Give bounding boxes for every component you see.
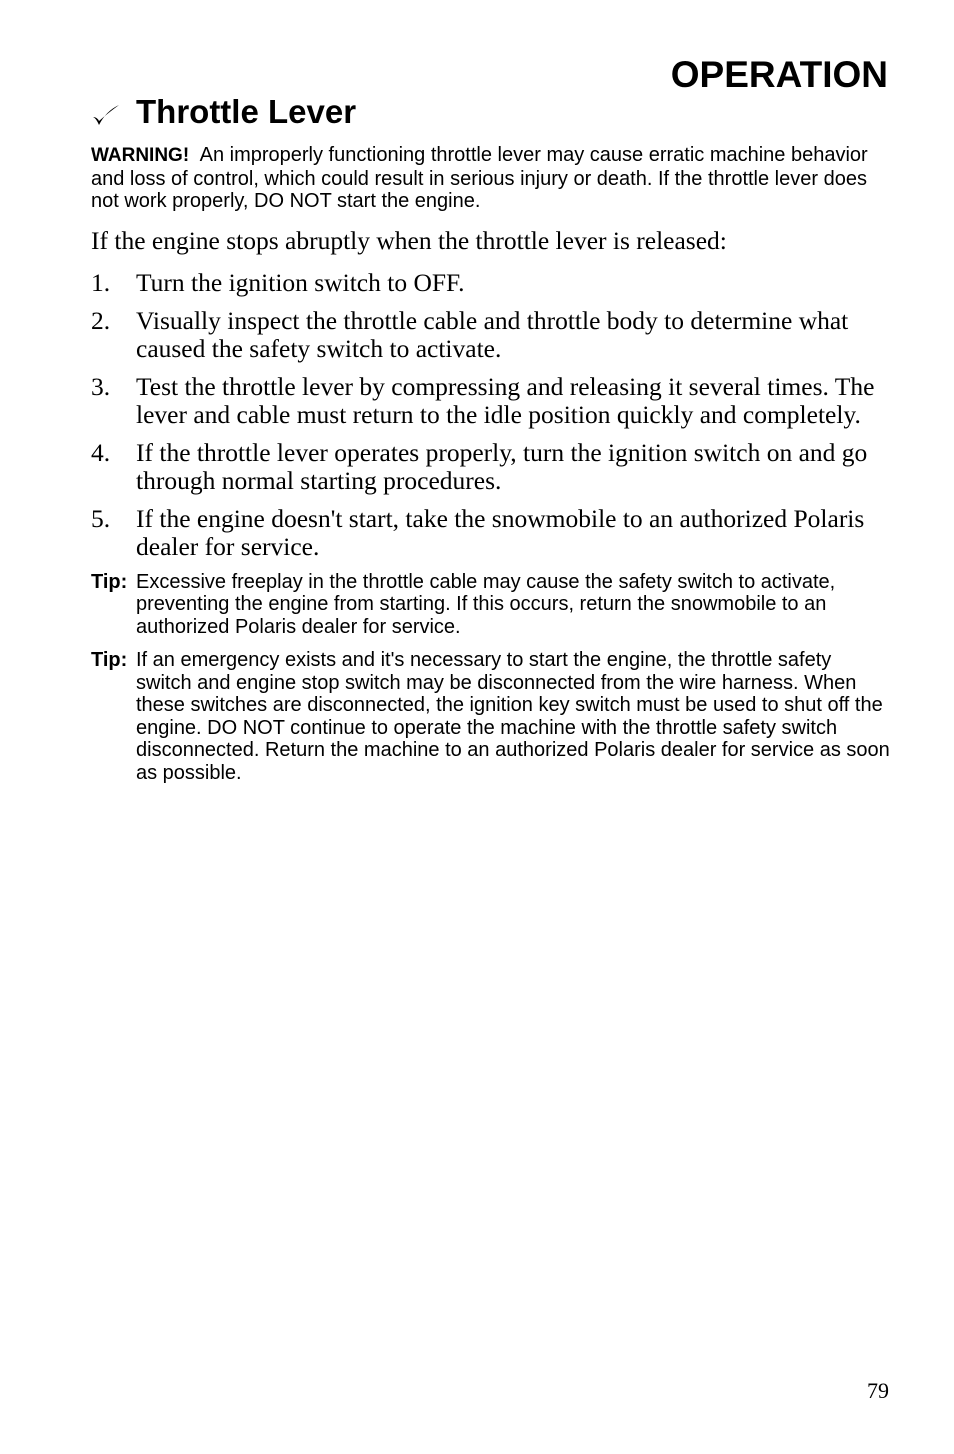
step-text: Test the throttle lever by compressing and releasing it several times. The lever and cable must return to the idle position quickly and completely. [136, 371, 875, 429]
steps-list [91, 269, 891, 561]
step-number: 2. [91, 305, 111, 335]
step-text: Turn the ignition switch to OFF. [136, 267, 465, 297]
step-number: 5. [91, 503, 111, 533]
step-text: If the throttle lever operates properly, turn the ignition switch on and go through normal starting procedures. [136, 437, 868, 495]
warning-text: An improperly functioning throttle lever may cause erratic machine behavior and loss of control, which could result in serious injury or death. If the throttle lever does not work properly, DO NOT start the engine. [91, 144, 868, 212]
intro-paragraph: If the engine stops abruptly when the throttle lever is released: [91, 225, 727, 255]
warning-block [91, 144, 891, 213]
tip-label: Tip: [91, 570, 128, 593]
tip-note [91, 571, 891, 639]
section-heading [91, 92, 356, 132]
chapter-title: OPERATION [670, 54, 888, 95]
step-number: 3. [91, 371, 111, 401]
step-text: Visually inspect the throttle cable and throttle body to determine what caused the safety switch to activate. [136, 305, 849, 363]
list-item [91, 505, 891, 561]
tip-text: Excessive freeplay in the throttle cable may cause the safety switch to activate, preventing the engine from starting. If this occurs, return the snowmobile to an authorized Polaris dealer for service. [136, 570, 836, 638]
step-number: 4. [91, 437, 111, 467]
list-item [91, 439, 891, 495]
list-item [91, 269, 891, 297]
page-number: 79 [867, 1378, 889, 1403]
list-item [91, 307, 891, 363]
section-heading-text: Throttle Lever [136, 93, 357, 130]
checkmark-icon [91, 98, 121, 126]
tip-note [91, 649, 891, 784]
page-content [91, 144, 891, 784]
tip-text: If an emergency exists and it's necessary to start the engine, the throttle safety switch and engine stop switch may be disconnected from the wire harness. When these switches are disconnected, the ignition key switch must be used to shut off the engine. DO NOT continue to operate the machine with the throttle safety switch disconnected. Return the machine to an authorized Polaris dealer for service as soon as possible. [136, 649, 890, 784]
step-number: 1. [91, 267, 111, 297]
list-item [91, 373, 891, 429]
tip-label: Tip: [91, 649, 128, 671]
warning-label: WARNING! [91, 145, 190, 166]
tips-block [91, 571, 891, 785]
step-text: If the engine doesn't start, take the snowmobile to an authorized Polaris dealer for service. [136, 503, 865, 561]
